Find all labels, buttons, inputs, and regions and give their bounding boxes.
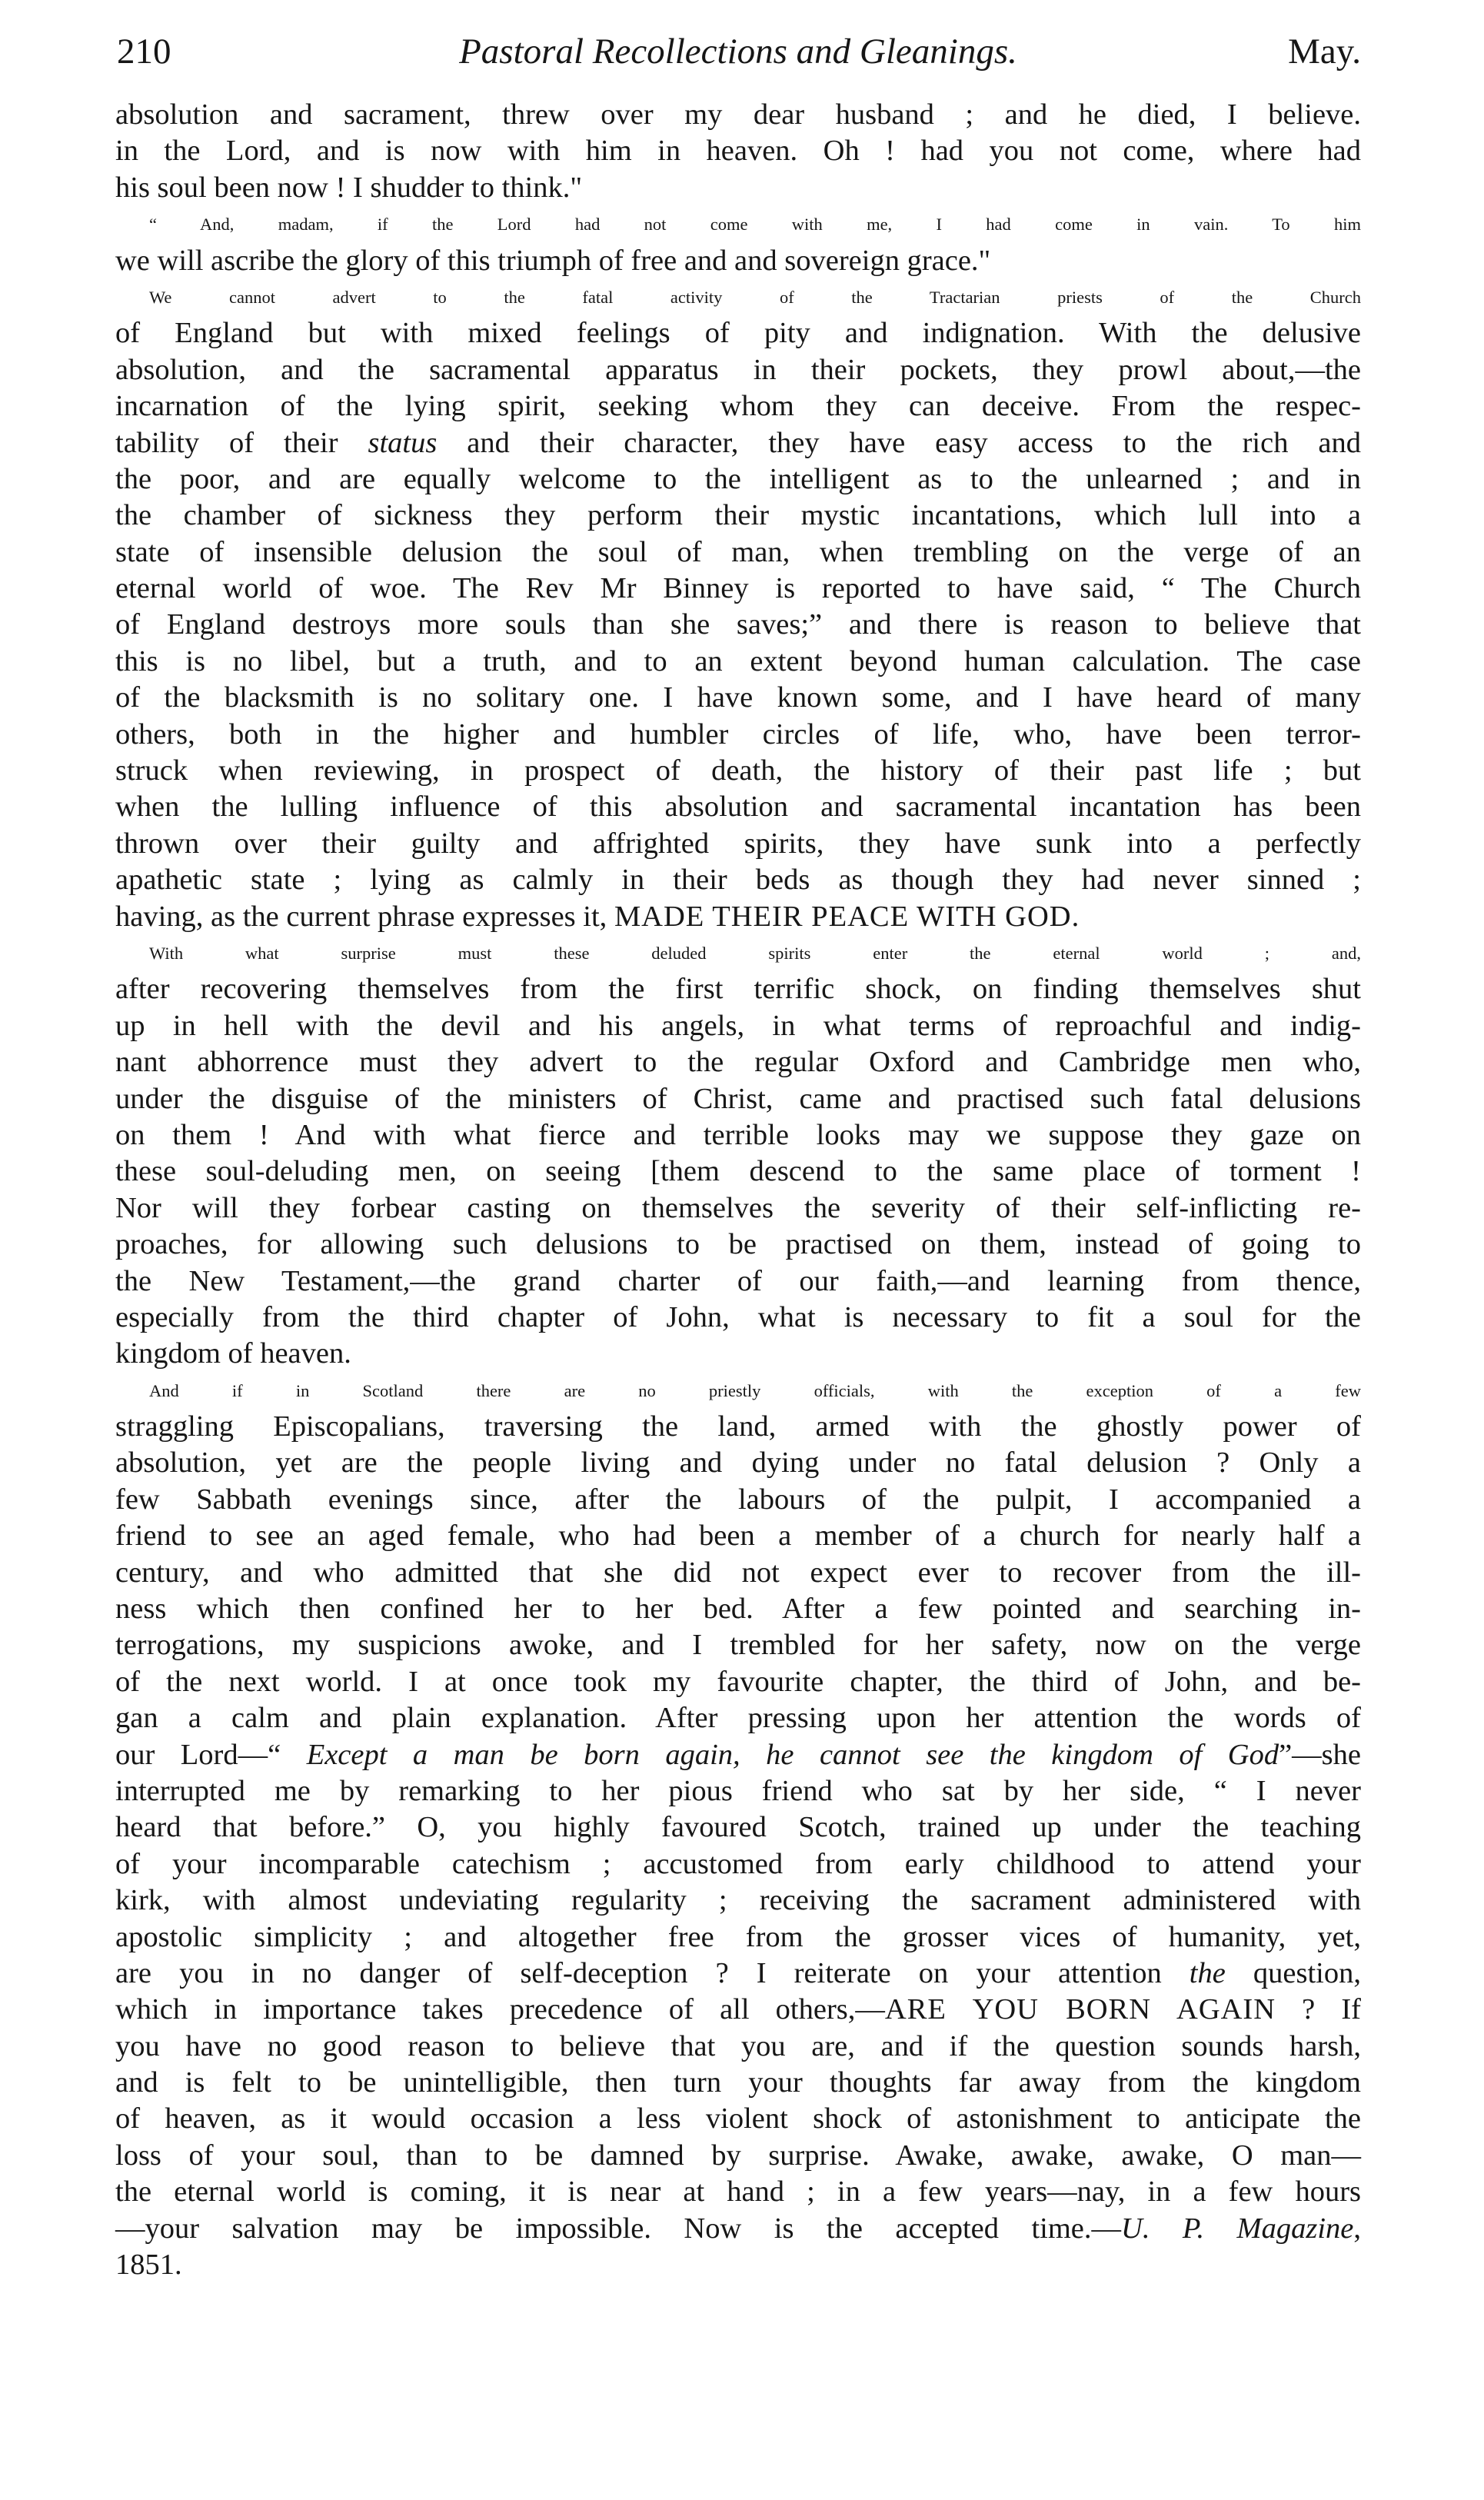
text-line: gan a calm and plain explanation. After pressing upon her attention the words of: [115, 1702, 1361, 1735]
text-line: Nor will they forbear casting on themselves the severity of their self-inflicting re-: [115, 1191, 1361, 1224]
page: [115, 31, 1361, 2283]
text-line: this is no libel, but a truth, and to an extent beyond human calculation. The case: [115, 644, 1361, 677]
text-line: of your incomparable catechism ; accustomed from early childhood to attend your: [115, 1847, 1361, 1880]
paragraph: [115, 1373, 1361, 2284]
paragraph: [115, 279, 1361, 935]
text-line: few Sabbath evenings since, after the labours of the pulpit, I accompanied a: [115, 1483, 1361, 1516]
article-body: [115, 97, 1361, 2283]
text-line: With what surprise must these deluded spirits enter the eternal world ; and,: [149, 943, 1361, 963]
text-line: of the next world. I at once took my favourite chapter, the third of John, and be-: [115, 1665, 1361, 1698]
text-line: we will ascribe the glory of this triumph of free and and sovereign grace.": [115, 244, 991, 277]
text-line: these soul-deluding men, on seeing [them descend to the same place of torment !: [115, 1155, 1361, 1188]
text-line: especially from the third chapter of John, what is necessary to fit a soul for the: [115, 1300, 1361, 1333]
text-line: apathetic state ; lying as calmly in their beds as though they had never sinned ;: [115, 864, 1361, 897]
text-line: the poor, and are equally welcome to the intelligent as to the unlearned ; and in: [115, 462, 1361, 495]
text-line: And if in Scotland there are no priestly officials, with the exception of a few: [149, 1380, 1361, 1400]
text-line: loss of your soul, than to be damned by surprise. Awake, awake, awake, O man—: [115, 2139, 1361, 2172]
text-line: thrown over their guilty and affrighted spirits, they have sunk into a perfectly: [115, 827, 1361, 860]
text-line: absolution and sacrament, threw over my dear husband ; and he died, I believe.: [115, 98, 1361, 131]
text-line: under the disguise of the ministers of Christ, came and practised such fatal delusions: [115, 1082, 1361, 1115]
text-line: kirk, with almost undeviating regularity ; receiving the sacrament administered with: [115, 1884, 1361, 1917]
text-line: in the Lord, and is now with him in heaven. Oh ! had you not come, where had: [115, 135, 1361, 168]
text-line: the New Testament,—the grand charter of our faith,—and learning from thence,: [115, 1264, 1361, 1297]
text-line: terrogations, my suspicions awoke, and I trembled for her safety, now on the verge: [115, 1629, 1361, 1662]
paragraph: [115, 206, 1361, 279]
text-line: of the blacksmith is no solitary one. I have known some, and I have heard of many: [115, 681, 1361, 714]
text-line: absolution, yet are the people living and dying under no fatal delusion ? Only a: [115, 1446, 1361, 1480]
text-line: century, and who admitted that she did not expect ever to recover from the ill-: [115, 1556, 1361, 1589]
text-line: others, both in the higher and humbler circles of life, who, have been terror-: [115, 717, 1361, 751]
text-line: of England but with mixed feelings of pity and indignation. With the delusive: [115, 317, 1361, 350]
text-line: interrupted me by remarking to her pious friend who sat by her side, “ I never: [115, 1774, 1361, 1807]
header-month: May.: [1288, 32, 1361, 72]
text-line: of England destroys more souls than she saves;” and there is reason to believe that: [115, 608, 1361, 641]
paragraph: [115, 935, 1361, 1373]
text-line: our Lord—“ Except a man be born again, he cannot see the kingdom of God”—she: [115, 1738, 1361, 1771]
text-line: heard that before.” O, you highly favoured Scotch, trained up under the teaching: [115, 1811, 1361, 1844]
text-line: friend to see an aged female, who had been a member of a church for nearly half a: [115, 1520, 1361, 1553]
text-line: his soul been now ! I shudder to think.": [115, 171, 583, 204]
text-line: of heaven, as it would occasion a less violent shock of astonishment to anticipate the: [115, 2102, 1361, 2135]
text-line: kingdom of heaven.: [115, 1337, 351, 1370]
text-line: proaches, for allowing such delusions to be practised on them, instead of going to: [115, 1228, 1361, 1261]
text-line: struck when reviewing, in prospect of death, the history of their past life ; but: [115, 754, 1361, 787]
text-line: We cannot advert to the fatal activity of the Tractarian priests of the Church: [149, 287, 1361, 307]
text-line: absolution, and the sacramental apparatus in their pockets, they prowl about,—the: [115, 353, 1361, 386]
text-line: up in hell with the devil and his angels, in what terms of reproachful and indig-: [115, 1009, 1361, 1042]
text-line: when the lulling influence of this absolution and sacramental incantation has been: [115, 791, 1361, 824]
text-line: incarnation of the lying spirit, seeking whom they can deceive. From the respec-: [115, 390, 1361, 423]
text-line: on them ! And with what fierce and terrible looks may we suppose they gaze on: [115, 1118, 1361, 1151]
page-number: 210: [117, 32, 171, 72]
text-line: 1851.: [115, 2249, 182, 2282]
running-header: [115, 31, 1361, 77]
text-line: having, as the current phrase expresses it, MADE THEIR PEACE WITH GOD.: [115, 900, 1080, 933]
text-line: “ And, madam, if the Lord had not come with me, I had come in vain. To him: [149, 215, 1361, 235]
text-line: after recovering themselves from the first terrific shock, on finding themselves shut: [115, 973, 1361, 1006]
text-line: —your salvation may be impossible. Now is the accepted time.—U. P. Magazine,: [115, 2212, 1361, 2245]
text-line: and is felt to be unintelligible, then turn your thoughts far away from the kingdom: [115, 2066, 1361, 2099]
text-line: nant abhorrence must they advert to the regular Oxford and Cambridge men who,: [115, 1046, 1361, 1079]
text-line: are you in no danger of self-deception ? I reiterate on your attention the question,: [115, 1956, 1362, 1989]
text-line: eternal world of woe. The Rev Mr Binney is reported to have said, “ The Church: [115, 572, 1361, 605]
paragraph: [115, 97, 1361, 206]
running-title: Pastoral Recollections and Gleanings.: [459, 32, 1017, 72]
text-line: state of insensible delusion the soul of man, when trembling on the verge of an: [115, 535, 1361, 568]
text-line: apostolic simplicity ; and altogether free from the grosser vices of humanity, yet,: [115, 1920, 1361, 1953]
text-line: the chamber of sickness they perform their mystic incantations, which lull into a: [115, 499, 1361, 532]
text-line: straggling Episcopalians, traversing the land, armed with the ghostly power of: [115, 1410, 1361, 1443]
text-line: ness which then confined her to her bed. After a few pointed and searching in-: [115, 1593, 1361, 1626]
text-line: tability of their status and their character, they have easy access to the rich and: [115, 426, 1361, 459]
text-line: which in importance takes precedence of all others,—ARE YOU BORN AGAIN ? If: [115, 1993, 1361, 2026]
text-line: you have no good reason to believe that you are, and if the question sounds harsh,: [115, 2029, 1361, 2062]
text-line: the eternal world is coming, it is near at hand ; in a few years—nay, in a few hours: [115, 2175, 1361, 2209]
